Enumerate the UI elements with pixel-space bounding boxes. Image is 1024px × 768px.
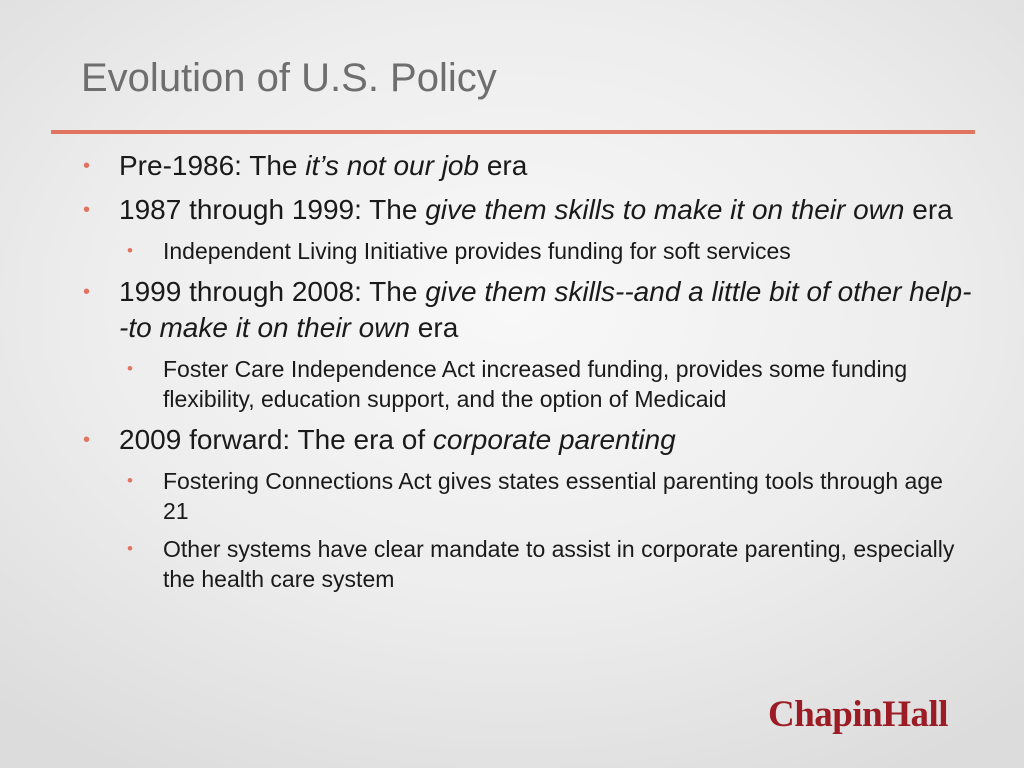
bullet-text: Other systems have clear mandate to assist in corporate parenting, especially the health care system [163,536,955,592]
sub-bullet-fostering-connections [79,466,974,526]
bullet-dot-icon: • [83,281,91,303]
bullet-text: Foster Care Independence Act increased funding, provides some funding flexibility, education support, and the option of Medicaid [163,356,908,412]
bullet-text: 1987 through 1999: The give them skills to make it on their own era [119,194,953,225]
emphasis-text: give them skills--and a little bit of other help--to make it on their own [119,276,972,343]
bullet-item-1999-2008 [79,274,974,346]
sub-bullet-other-systems [79,534,974,594]
slide-title: Evolution of U.S. Policy [81,56,497,100]
bullet-list [79,148,974,602]
bullet-text: 1999 through 2008: The give them skills--and a little bit of other help--to make it on their own era [119,276,972,343]
bullet-text: Pre-1986: The it’s not our job era [119,150,528,181]
bullet-text: 2009 forward: The era of corporate parenting [119,424,676,455]
bullet-item-2009-forward [79,422,974,458]
bullet-text: Fostering Connections Act gives states essential parenting tools through age 21 [163,468,943,524]
chapin-hall-logo: ChapinHall [768,694,949,735]
bullet-dot-icon: • [83,199,91,221]
bullet-dot-icon: • [127,241,133,260]
emphasis-text: corporate parenting [432,424,676,455]
emphasis-text: it’s not our job [305,150,480,181]
bullet-dot-icon: • [83,155,91,177]
bullet-item-1987-1999 [79,192,974,228]
bullet-dot-icon: • [83,429,91,451]
bullet-text: Independent Living Initiative provides funding for soft services [163,238,791,264]
bullet-item-pre-1986 [79,148,974,184]
title-divider [51,130,975,134]
sub-bullet-independent-living [79,236,974,266]
bullet-dot-icon: • [127,359,133,378]
emphasis-text: give them skills to make it on their own [425,194,905,225]
bullet-dot-icon: • [127,471,133,490]
bullet-dot-icon: • [127,539,133,558]
sub-bullet-foster-care-act [79,354,974,414]
